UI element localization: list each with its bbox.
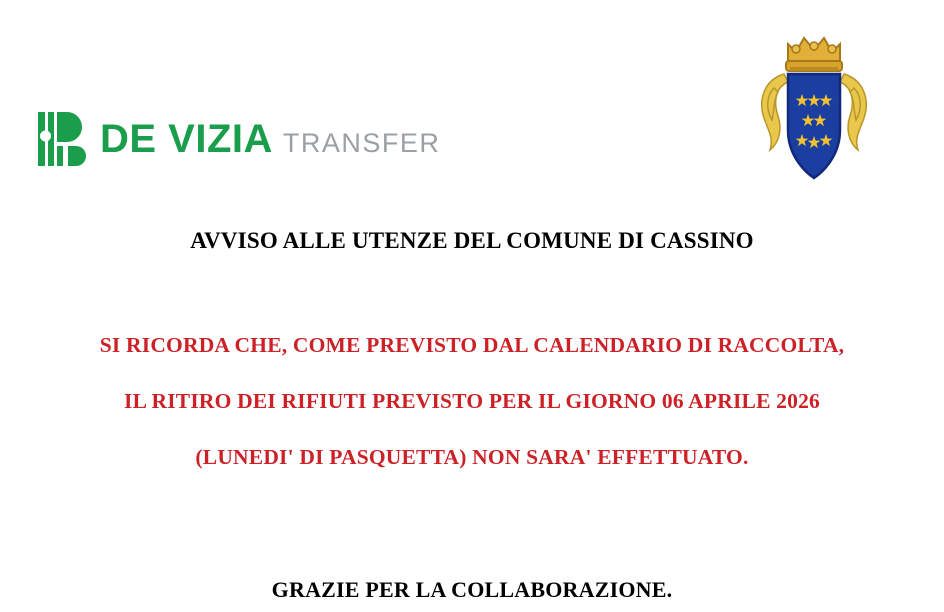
notice-line-3: (LUNEDI' DI PASQUETTA) NON SARA' EFFETTUATO. xyxy=(195,445,749,469)
de-vizia-logo xyxy=(38,108,440,170)
logo-primary-text: DE VIZIA xyxy=(100,117,273,161)
notice-line-1: SI RICORDA CHE, COME PREVISTO DAL CALENDARIO DI RACCOLTA, xyxy=(99,333,845,357)
de-vizia-monogram-icon xyxy=(38,108,90,170)
notice-line-2: IL RITIRO DEI RIFIUTI PREVISTO PER IL GIORNO 06 APRILE 2026 xyxy=(124,389,820,413)
document-heading: AVVISO ALLE UTENZE DEL COMUNE DI CASSINO xyxy=(190,228,754,253)
notice-body xyxy=(0,333,944,470)
closing-text: GRAZIE PER LA COLLABORAZIONE. xyxy=(271,577,673,602)
comune-di-cassino-coat-of-arms-icon xyxy=(744,18,884,193)
logo-wordmark xyxy=(100,119,440,159)
logo-secondary-text: TRANSFER xyxy=(282,128,441,158)
